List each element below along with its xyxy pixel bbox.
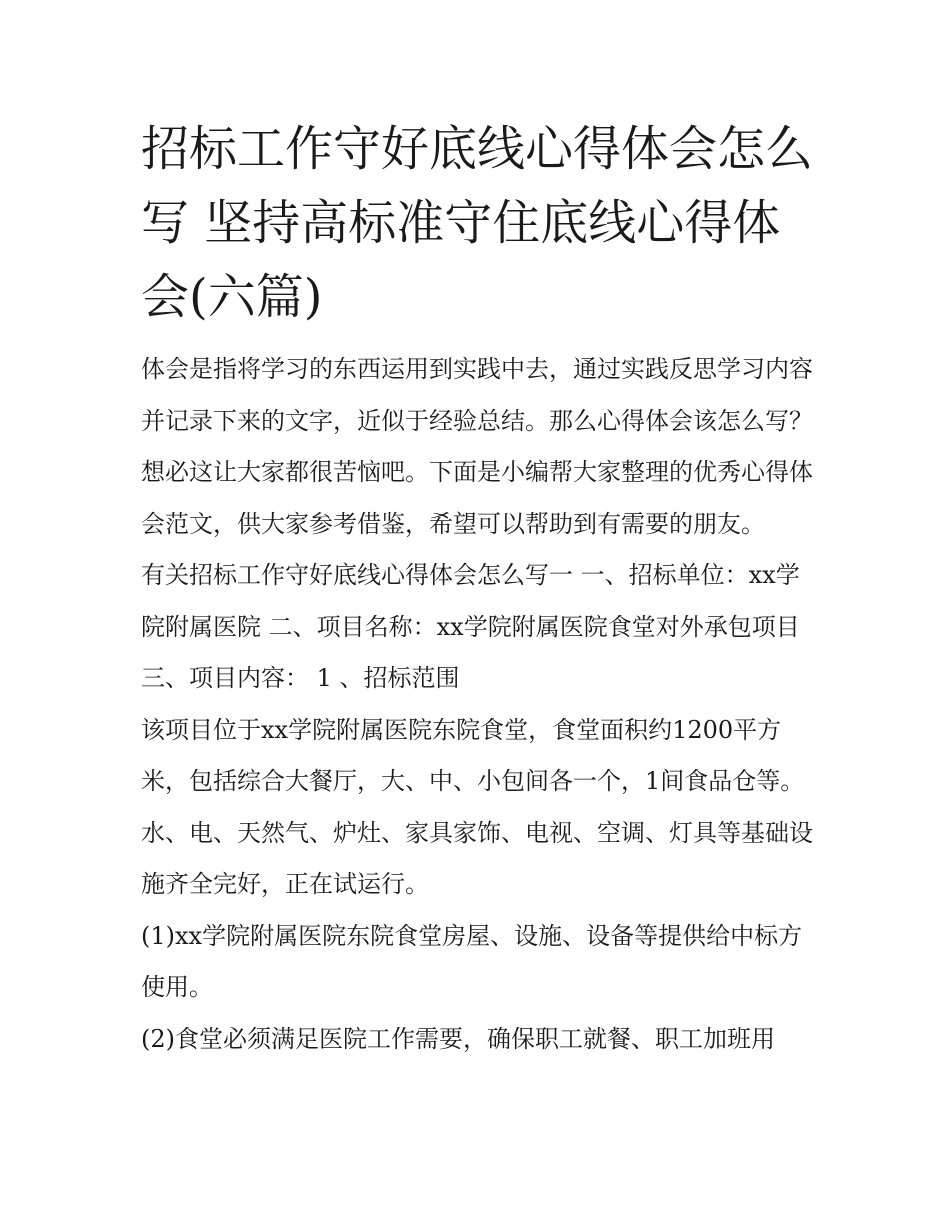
paragraph-tender-info: 有关招标工作守好底线心得体会怎么写一 一、招标单位：xx学院附属医院 二、项目名称：xx学院附属医院食堂对外承包项目 三、项目内容： 1 、招标范围 bbox=[141, 561, 800, 692]
document-title: 招标工作守好底线心得体会怎么写 坚持高标准守住底线心得体会(六篇) bbox=[141, 121, 814, 325]
paragraph-project-location: 该项目位于xx学院附属医院东院食堂，食堂面积约1200平方米，包括综合大餐厅，大、中、小包间各一个，1间食品仓等。水、电、天然气、炉灶、家具家饰、电视、空调、灯具等基础设施齐全完好，正在试运行。 bbox=[141, 715, 813, 898]
paragraph-intro: 体会是指将学习的东西运用到实践中去，通过实践反思学习内容并记录下来的文字，近似于经验总结。那么心得体会该怎么写？想必这让大家都很苦恼吧。下面是小编帮大家整理的优秀心得体会范文，供大家参考借鉴，希望可以帮助到有需要的朋友。 bbox=[141, 355, 813, 538]
document-content bbox=[141, 112, 821, 1065]
paragraph-item-1: (1)xx学院附属医院东院食堂房屋、设施、设备等提供给中标方使用。 bbox=[141, 921, 803, 1001]
paragraph-item-2: (2)食堂必须满足医院工作需要，确保职工就餐、职工加班用 bbox=[141, 1024, 775, 1053]
